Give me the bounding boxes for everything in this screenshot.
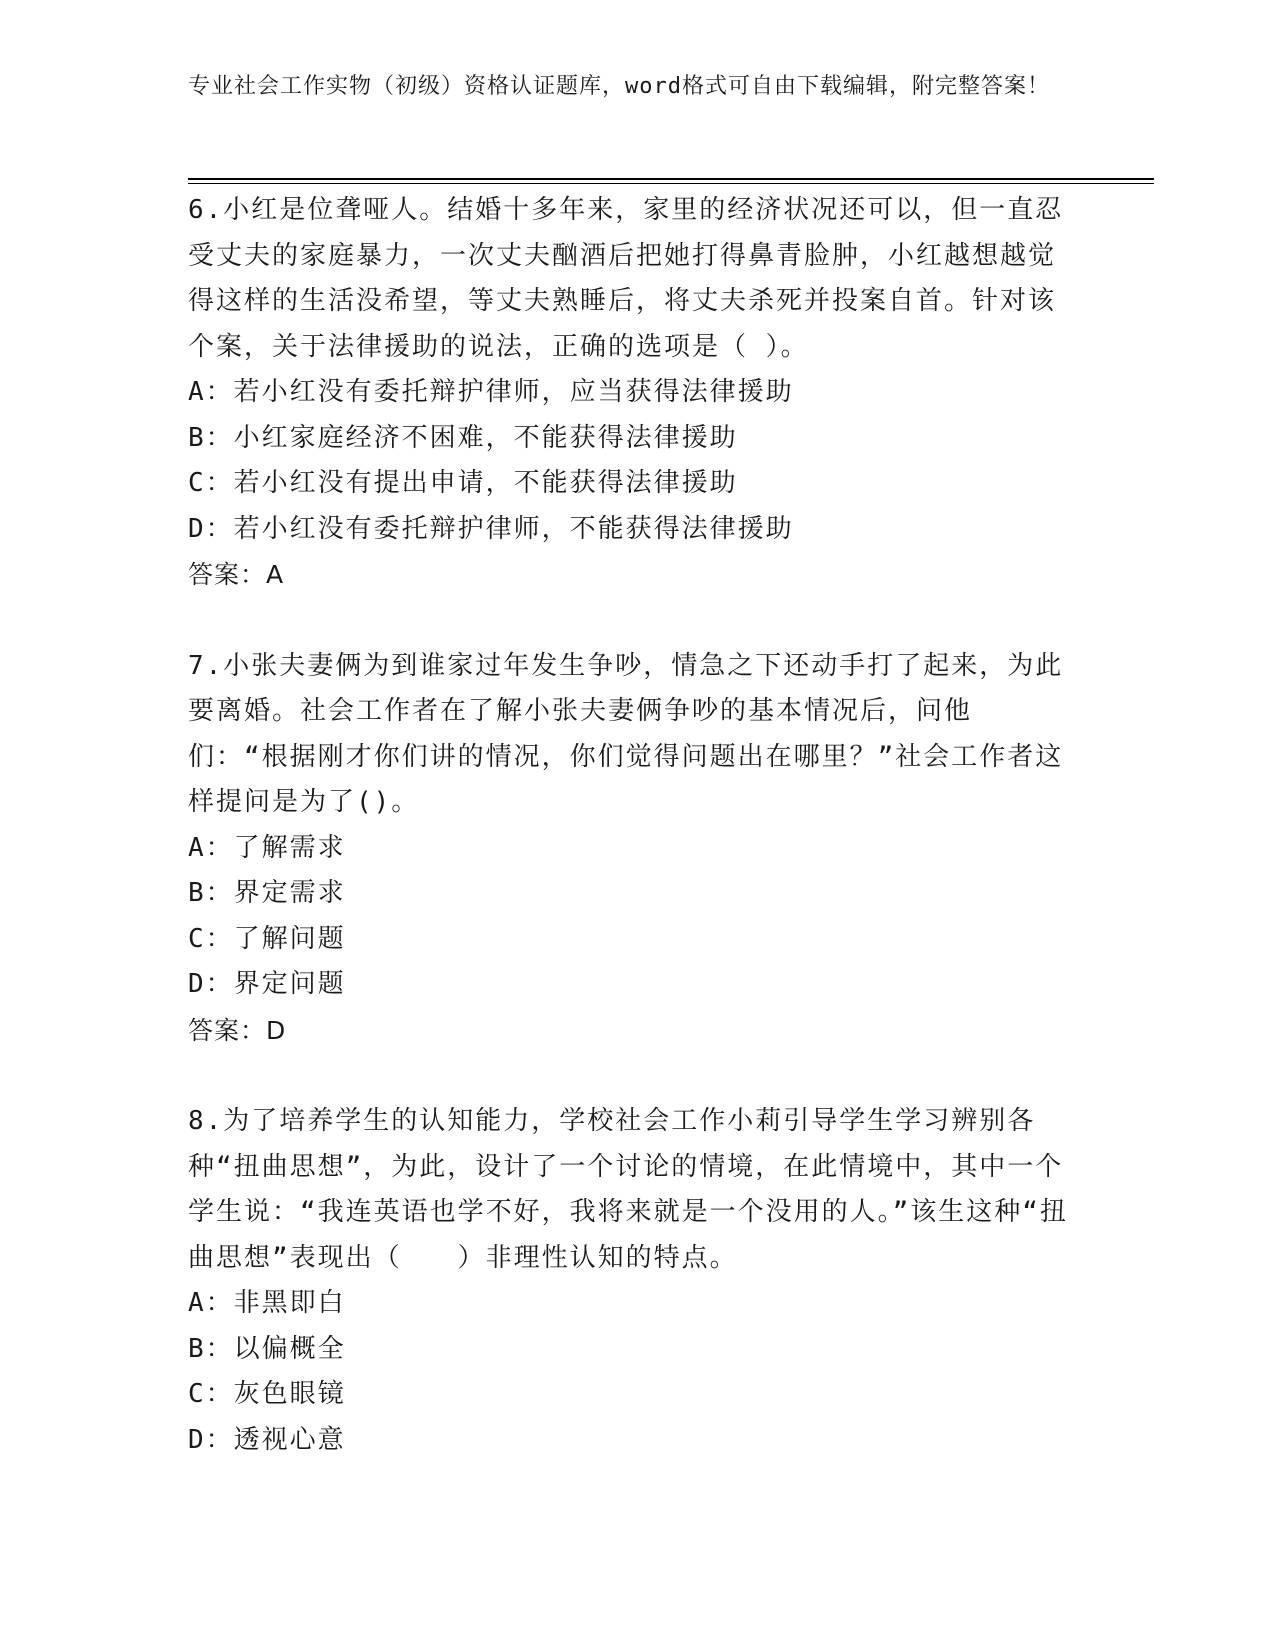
option-a: A：非黑即白 (188, 1288, 346, 1318)
answer-line: 答案：A (188, 560, 285, 589)
question-list (188, 188, 1068, 1509)
answer-line: 答案：D (188, 1015, 287, 1045)
page-header: 专业社会工作实物（初级）资格认证题库，word格式可自由下载编辑，附完整答案！ (188, 74, 1050, 99)
option-b: B：小红家庭经济不困难，不能获得法律援助 (188, 422, 738, 453)
option-d: D：若小红没有委托辩护律师，不能获得法律援助 (188, 513, 794, 544)
option-a: A：若小红没有委托辩护律师，应当获得法律援助 (188, 377, 794, 407)
option-b: B：以偏概全 (188, 1333, 346, 1364)
option-a: A：了解需求 (188, 832, 346, 863)
question-7 (188, 644, 1068, 1054)
option-d: D：透视心意 (188, 1424, 346, 1455)
option-c: C：灰色眼镜 (188, 1379, 346, 1409)
header-rule-thin (188, 183, 1154, 184)
option-d: D：界定问题 (188, 969, 346, 999)
question-6 (188, 188, 1068, 598)
option-c: C：了解问题 (188, 923, 346, 954)
option-c: C：若小红没有提出申请，不能获得法律援助 (188, 468, 738, 498)
question-stem: 6.小红是位聋哑人。结婚十多年来，家里的经济状况还可以，但一直忍受丈夫的家庭暴力，一次丈夫酗酒后把她打得鼻青脸肿，小红越想越觉得这样的生活没希望，等丈夫熟睡后，将丈夫杀死并投案自首。针对该个案，关于法律援助的说法，正确的选项是（ ）。 (188, 195, 1064, 362)
question-stem: 8.为了培养学生的认知能力，学校社会工作小莉引导学生学习辨别各种“扭曲思想”，为此，设计了一个讨论的情境，在此情境中，其中一个学生说：“我连英语也学不好，我将来就是一个没用的人。”该生这种“扭曲思想”表现出（ ）非理性认知的特点。 (188, 1106, 1068, 1273)
header-rule-thick (188, 178, 1154, 180)
question-8 (188, 1099, 1068, 1463)
option-b: B：界定需求 (188, 878, 346, 908)
question-stem: 7.小张夫妻俩为到谁家过年发生争吵，情急之下还动手打了起来，为此要离婚。社会工作者在了解小张夫妻俩争吵的基本情况后，问他们：“根据刚才你们讲的情况，你们觉得问题出在哪里？”社会工作者这样提问是为了()。 (188, 650, 1064, 817)
